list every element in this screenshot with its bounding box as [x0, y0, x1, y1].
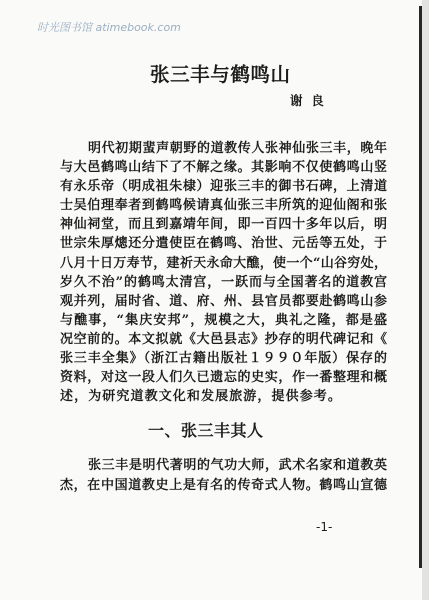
paragraph-line: 明代初期蜚声朝野的道教传人张神仙张三丰，晚年 — [88, 141, 387, 156]
scan-edge-line — [419, 6, 422, 568]
article-title: 张三丰与鹤鸣山 — [150, 63, 290, 86]
paragraph-line: 岁久不治”的鹤鸣太清宫，一跃而与全国著名的道教宫 — [60, 274, 387, 290]
paragraph-line: 观并列，届时省、道、府、州、县官员都要赴鹤鸣山参 — [60, 293, 387, 309]
paragraph-line: 有永乐帝（明成祖朱棣）迎张三丰的御书石碑，上清道 — [60, 179, 387, 195]
paragraph-line: 与醮事，“集庆安邦”，规模之大，典礼之隆，都是盛 — [60, 312, 387, 328]
paragraph-line: 述，为研究道教文化和发展旅游，提供参考。 — [60, 389, 343, 405]
paragraph-line: 八月十日万寿节，建祈天永命大醮，使一个“山谷穷处， — [60, 255, 387, 271]
paragraph-line: 神仙祠堂，而且到嘉靖年间，即一百四十多年以后，明 — [60, 217, 387, 233]
paragraph-line: 杰，在中国道教史上是有名的传奇式人物。鹤鸣山宣德 — [60, 478, 387, 493]
author-name: 谢 良 — [290, 93, 324, 108]
paragraph-line: 世宗朱厚熜还分遣使臣在鹤鸣、治世、元岳等五处，于 — [60, 236, 387, 252]
paragraph-line: 资料，对这一段人们久已遗忘的史实，作一番整理和概 — [60, 370, 387, 386]
intro-paragraph — [60, 139, 387, 406]
paragraph-line: 况空前的。本文拟就《大邑县志》抄存的明代碑记和《 — [60, 331, 387, 347]
section-heading: 一、张三丰其人 — [148, 421, 264, 440]
paragraph-line: 张三丰全集》（浙江古籍出版社１９９０年版）保存的 — [60, 351, 387, 367]
scan-edge-shadow — [422, 0, 429, 600]
paragraph-line: 士吴伯理奉者到鹤鸣候请真仙张三丰所筑的迎仙阁和张 — [60, 198, 387, 214]
paragraph-line: 张三丰是明代著明的气功大师，武术名家和道教英 — [88, 458, 387, 473]
watermark: 时光图书馆 atimebook.com — [37, 21, 181, 34]
page-number: -1- — [316, 520, 333, 534]
paragraph-line: 与大邑鹤鸣山结下了不解之缘。其影响不仅使鹤鸣山竖 — [60, 160, 387, 176]
section-paragraph — [60, 456, 387, 496]
